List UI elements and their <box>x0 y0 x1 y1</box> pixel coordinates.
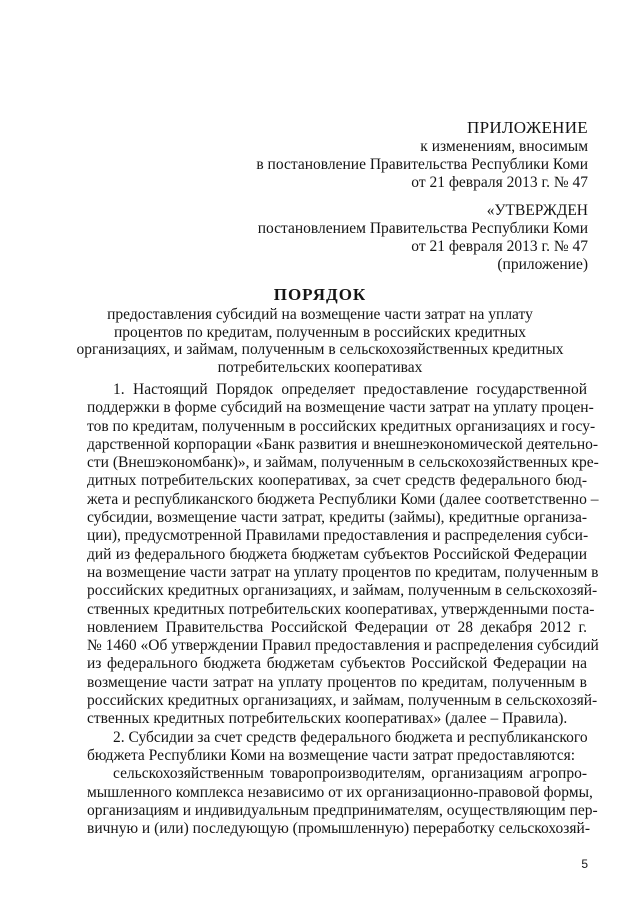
document-subtitle <box>0 306 640 376</box>
paragraph-line: 2. Субсидии за счет средств федерального бюджета и республиканского <box>113 728 588 746</box>
subtitle-line: процентов по кредитам, полученным в российских кредитных <box>113 323 527 341</box>
paragraph-line: мышленного комплекса независимо от их организационно-правовой формы, <box>87 783 593 801</box>
paragraph-line: российских кредитных организациях, и займам, полученным в сельскохозяй- <box>87 692 598 710</box>
annex-line: к изменениям, вносимым <box>420 138 588 155</box>
paragraph-line: новлением Правительства Российской Федерации от 28 декабря 2012 г. <box>87 618 587 636</box>
paragraph-line: субсидии, возмещение части затрат, кредиты (займы), кредитные организа- <box>87 509 587 527</box>
approval-line: от 21 февраля 2013 г. № 47 <box>411 238 588 255</box>
paragraph-line: дий из федерального бюджета бюджетам субъектов Российской Федерации <box>87 545 587 563</box>
annex-header <box>256 118 588 192</box>
paragraph-line: бюджета Республики Коми на возмещение части затрат предоставляются: <box>87 746 576 764</box>
paragraph-line: возмещение части затрат на уплату процентов по кредитам, полученным в <box>87 673 587 691</box>
paragraph-line: поддержки в форме субсидий на возмещение части затрат на уплату процен- <box>87 399 594 417</box>
paragraph-line: вичную и (или) последующую (промышленную) переработку сельскохозяй- <box>87 820 591 838</box>
paragraph-line: дарственной корпорации «Банк развития и внешнеэкономической деятельно- <box>87 435 599 453</box>
paragraph-line: организациям и индивидуальным предпринимателям, осуществляющим пер- <box>87 801 598 819</box>
body-text <box>87 381 599 838</box>
annex-title: ПРИЛОЖЕНИЕ <box>467 118 588 137</box>
subtitle-line: организациях, и займам, полученным в сельскохозяйственных кредитных <box>76 341 564 358</box>
subtitle-line: потребительских кооперативах <box>217 358 423 376</box>
paragraph-line: ции), предусмотренной Правилами предоставления и распределения субси- <box>87 527 589 545</box>
annex-line: в постановление Правительства Республики Коми <box>256 156 588 173</box>
document-title: ПОРЯДОК <box>273 285 367 304</box>
paragraph-line: ственных кредитных потребительских кооперативах, утвержденными поста- <box>87 600 595 618</box>
paragraph-line: № 1460 «Об утверждении Правил предоставления и распределения субсидий <box>87 637 599 655</box>
approval-line: постановлением Правительства Республики Коми <box>257 220 588 237</box>
annex-line: от 21 февраля 2013 г. № 47 <box>411 174 588 191</box>
subtitle-line: предоставления субсидий на возмещение части затрат на уплату <box>107 306 533 323</box>
paragraph-line: дитных потребительских кооперативах, за счет средств федерального бюд- <box>87 472 587 490</box>
paragraph-line: 1. Настоящий Порядок определяет предоставление государственной <box>113 381 587 398</box>
page-number: 5 <box>581 857 588 871</box>
paragraph-line: тов по кредитам, полученным в российских кредитных организациях и госу- <box>87 417 596 435</box>
paragraph-line: на возмещение части затрат на уплату процентов по кредитам, полученным в <box>87 563 599 581</box>
paragraph-line: ственных кредитных потребительских кооперативах» (далее – Правила). <box>87 710 568 728</box>
paragraph-line: из федерального бюджета бюджетам субъектов Российской Федерации на <box>87 655 587 673</box>
paragraph-line: сельскохозяйственным товаропроизводителям, организациям агропро- <box>113 765 587 783</box>
paragraph-line: сти (Внешэкономбанк)», и займам, полученным в сельскохозяйственных кре- <box>87 454 599 472</box>
paragraph-line: российских кредитных организациях, и займам, полученным в сельскохозяй- <box>87 582 598 600</box>
approval-stamp-text <box>258 202 588 274</box>
paragraph-line: жета и республиканского бюджета Республики Коми (далее соответственно – <box>87 490 599 508</box>
approval-line: «УТВЕРЖДЕН <box>486 202 588 219</box>
approval-line: (приложение) <box>497 256 588 273</box>
